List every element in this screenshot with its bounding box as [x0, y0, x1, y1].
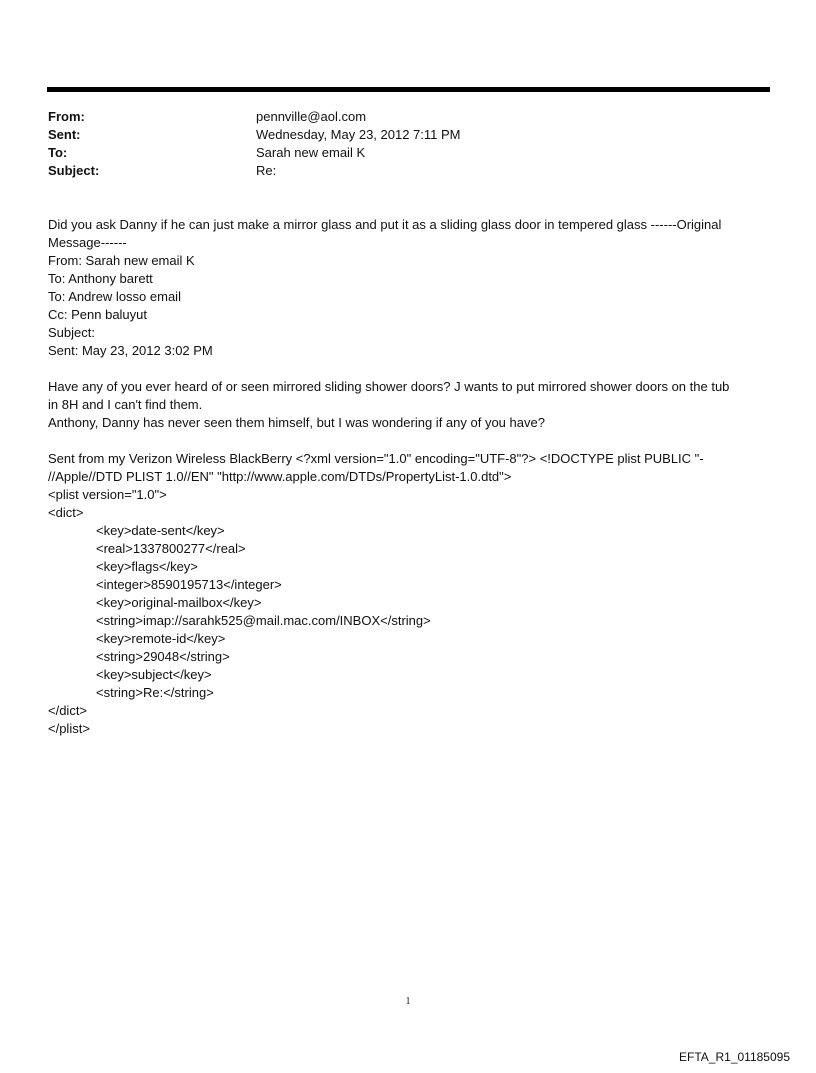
subject-label: Subject:: [48, 163, 100, 178]
plist-entry: <string>imap://sarahk525@mail.mac.com/INBOX</string>: [96, 613, 431, 628]
paragraph-gap: [48, 360, 770, 378]
page-number: 1: [405, 996, 411, 1007]
plist-entry: <string>29048</string>: [96, 649, 230, 664]
original-to-2: To: Andrew losso email: [48, 289, 181, 304]
subject-value: Re:: [256, 163, 277, 178]
original-sent: Sent: May 23, 2012 3:02 PM: [48, 343, 213, 358]
plist-entry: <key>subject</key>: [96, 667, 212, 682]
email-header: [48, 108, 461, 180]
sent-value: Wednesday, May 23, 2012 7:11 PM: [256, 127, 461, 142]
to-label: To:: [48, 145, 68, 160]
original-from: From: Sarah new email K: [48, 253, 195, 268]
signature-line-1: Sent from my Verizon Wireless BlackBerry <?xml version="1.0" encoding="UTF-8"?> <!DOCTYPE plist PUBLIC "-: [48, 451, 704, 466]
sent-row: [48, 126, 461, 144]
reply-line-1: Did you ask Danny if he can just make a mirror glass and put it as a sliding glass door in tempered glass ------Original: [48, 217, 722, 232]
plist-entry: <string>Re:</string>: [96, 685, 214, 700]
subject-row: [48, 162, 461, 180]
reply-line-2: Message------: [48, 235, 127, 250]
dict-close: </dict>: [48, 703, 88, 718]
from-value: pennville@aol.com: [256, 109, 367, 124]
from-label: From:: [48, 109, 85, 124]
to-row: [48, 144, 461, 162]
message-line-3: Anthony, Danny has never seen them himself, but I was wondering if any of you have?: [48, 415, 545, 430]
dict-open: <dict>: [48, 505, 84, 520]
message-line-2: in 8H and I can't find them.: [48, 397, 203, 412]
original-cc: Cc: Penn baluyut: [48, 307, 148, 322]
plist-entry: <key>flags</key>: [96, 559, 198, 574]
original-to-1: To: Anthony barett: [48, 271, 153, 286]
header-divider: [47, 87, 770, 92]
paragraph-gap: [48, 432, 770, 450]
message-line-1: Have any of you ever heard of or seen mirrored sliding shower doors? J wants to put mirrored shower doors on the tub: [48, 379, 730, 394]
plist-entry: <key>original-mailbox</key>: [96, 595, 262, 610]
plist-entry: <key>date-sent</key>: [96, 523, 225, 538]
document-id: EFTA_R1_01185095: [679, 1050, 790, 1064]
original-subject: Subject:: [48, 325, 95, 340]
plist-entry: <integer>8590195713</integer>: [96, 577, 282, 592]
plist-close: </plist>: [48, 721, 90, 736]
signature-line-2: //Apple//DTD PLIST 1.0//EN" "http://www.apple.com/DTDs/PropertyList-1.0.dtd">: [48, 469, 512, 484]
plist-entry: <real>1337800277</real>: [96, 541, 246, 556]
plist-entry: <key>remote-id</key>: [96, 631, 226, 646]
to-value: Sarah new email K: [256, 145, 366, 160]
sent-label: Sent:: [48, 127, 81, 142]
email-body: [48, 216, 770, 738]
plist-open: <plist version="1.0">: [48, 487, 167, 502]
from-row: [48, 108, 461, 126]
